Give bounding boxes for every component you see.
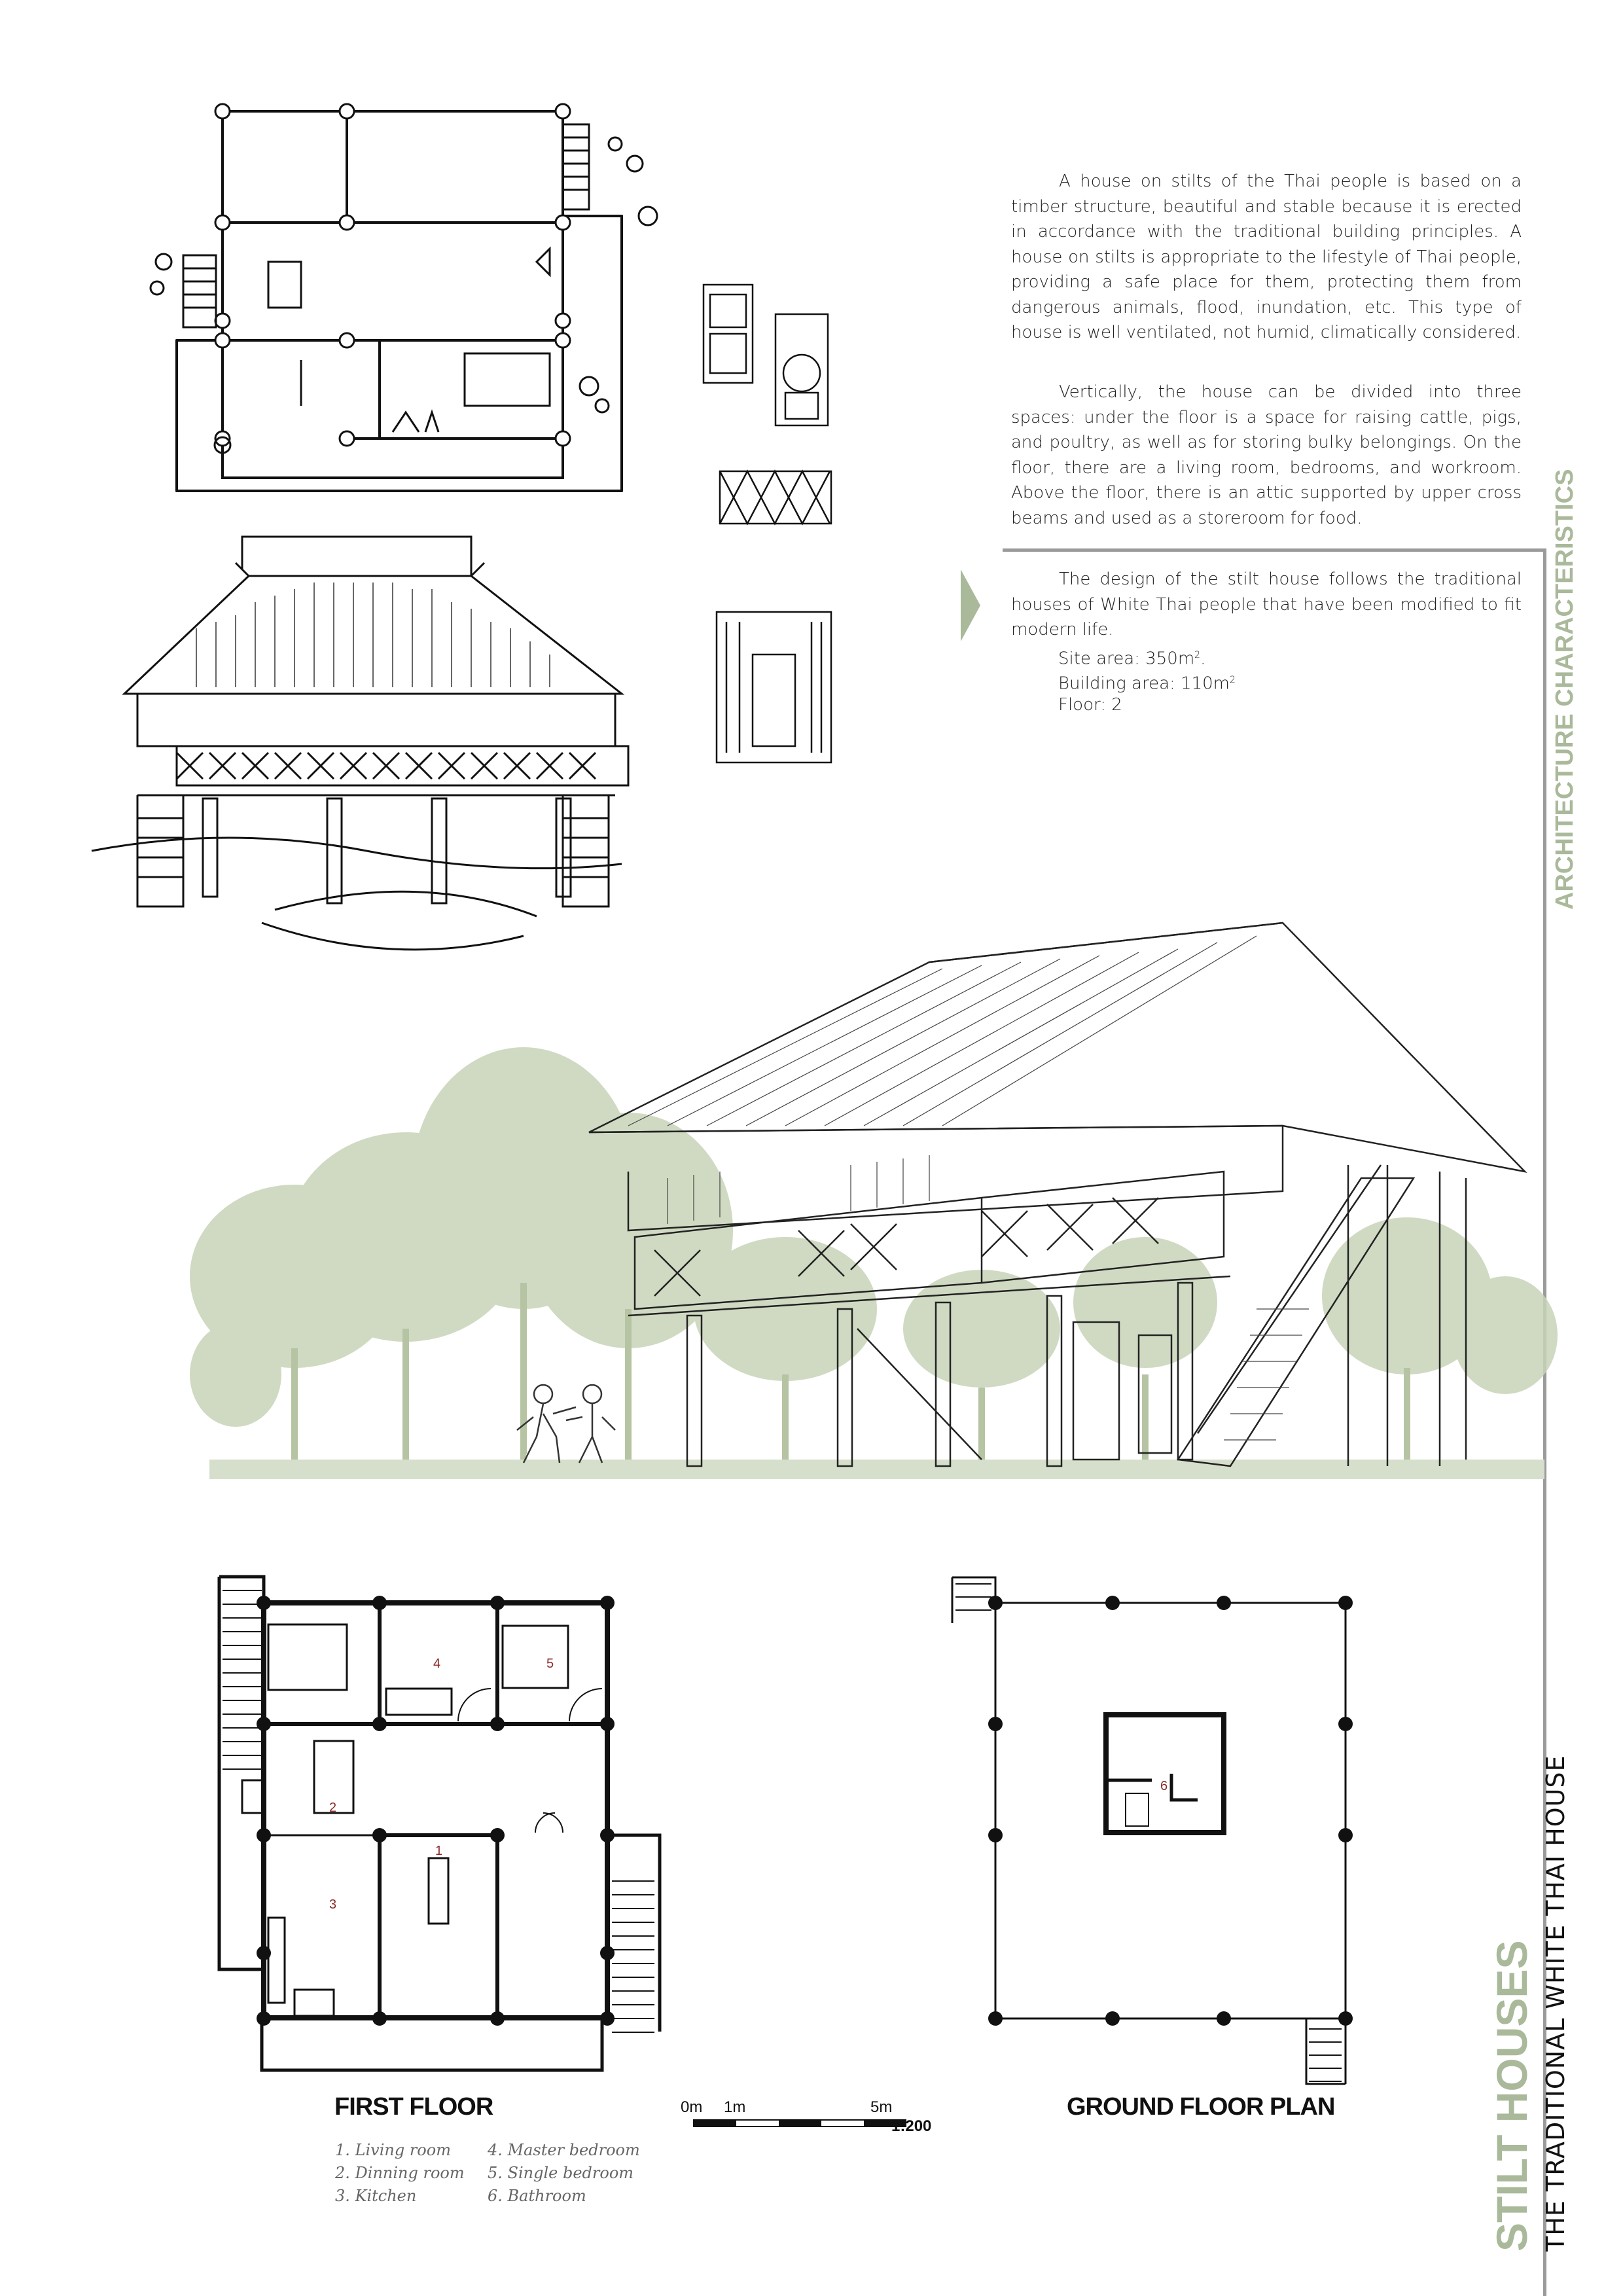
legend-item: 5. Single bedroom [488,2164,634,2182]
scale-ratio: 1:200 [891,2117,932,2135]
legend-item: 6. Bathroom [488,2187,586,2205]
intro-paragraph [1011,169,1522,346]
legend-column-2 [488,2139,640,2208]
site-area: Site area: $350m^2$. [1058,649,1206,669]
scale-label-0m: 0m [681,2098,703,2116]
room-number-5: 5 [546,1657,554,1671]
scale-label-5m: 5m [870,2098,893,2116]
room-number-3: 3 [329,1897,337,1912]
paragraph-1: A house on stilts of the Thai people is based on a timber structure, beautiful and stable because it is erected in accordance with the traditional building principles. A house on stilts is appropriate to the lifestyle of Thai people, providing a safe place for them, protecting them from dangerous animals, flood, inundation, etc. This type of house is well ventilated, not humid, climatically considered. [1011,171,1522,342]
design-paragraph [1011,567,1522,643]
architecture-characteristics-label: ARCHITECTURE CHARACTERISTICS [1551,469,1578,910]
building-area: Building area: $110m^2$ [1058,673,1236,694]
scale-label-1m: 1m [724,2098,746,2116]
ground-floor-plan-title: GROUND FLOOR PLAN [1067,2093,1335,2121]
legend-item: 1. Living room [335,2141,451,2159]
text-divider [1003,548,1546,552]
paragraph-2: Vertically, the house can be divided into three spaces: under the floor is a space for raising cattle, pigs, and poultry, as well as for storing bulky belongings. On the floor, there are a living room, bedrooms, and workroom. Above the floor, there is an attic supported by upper cross beams and used as a storeroom for food. [1011,382,1522,528]
legend-item: 4. Master bedroom [488,2141,640,2159]
legend-item: 3. Kitchen [335,2187,417,2205]
pointer-triangle-icon [961,569,980,641]
first-floor-title: FIRST FLOOR [334,2093,493,2121]
room-number-6: 6 [1160,1779,1168,1793]
paragraph-3: The design of the stilt house follows the traditional houses of White Thai people that have been modified to fit modern life. [1011,569,1522,639]
legend-column-1 [335,2139,465,2208]
subtitle-traditional-house: THE TRADITIONAL WHITE THAI HOUSE [1541,1755,1570,2251]
vertical-division-paragraph [1011,380,1522,531]
legend-item: 2. Dinning room [335,2164,465,2182]
room-number-1: 1 [435,1844,443,1858]
room-number-4: 4 [433,1657,441,1671]
room-number-2: 2 [329,1801,337,1815]
floor-count: Floor: 2 [1058,695,1122,715]
scale-bar [681,2098,942,2137]
stilt-houses-title: STILT HOUSES [1488,1940,1536,2251]
